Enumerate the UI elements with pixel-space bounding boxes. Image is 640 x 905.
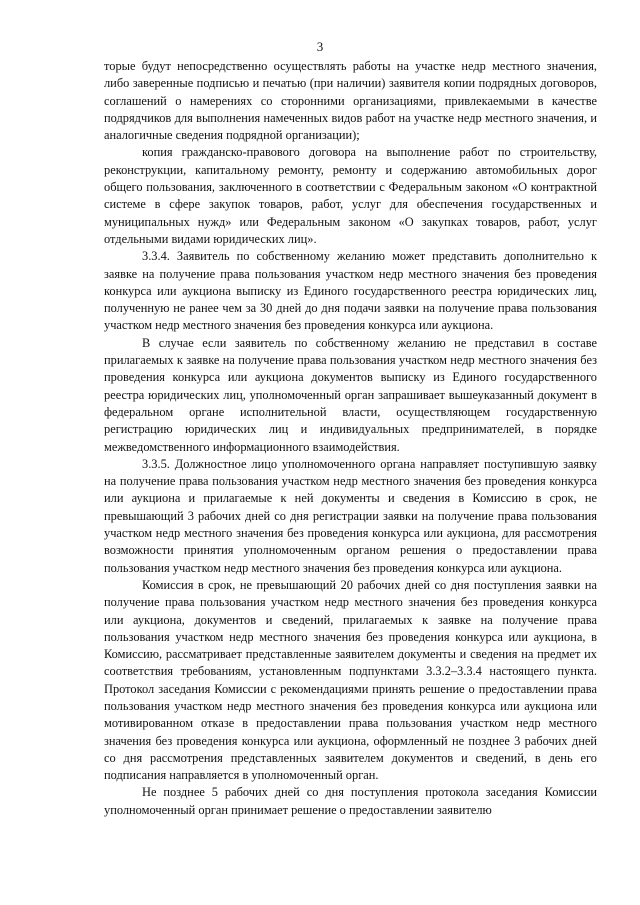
paragraph-5: 3.3.5. Должностное лицо уполномоченного органа направляет поступившую заявку на получение права пользования участком недр местного значения без проведения конкурса или аукциона и прилагаемые к ней документы и сведения в Комиссию в срок, не превышающий 3 рабочих дней со дня регистрации заявки на получение права пользования участком недр местного значения без проведения конкурса или аукциона, для рассмотрения возможности принятия уполномоченным органом решения о предоставлении права пользования участком недр местного значения без проведения конкурса или аукциона. bbox=[104, 456, 597, 575]
paragraph-4: В случае если заявитель по собственному желанию не представил в составе прилагаемых к заявке на получение права пользования участком недр местного значения без проведения конкурса или аукциона документов выписку из Единого государственного реестра юридических лиц, уполномоченный орган запрашивает вышеуказанный документ в федеральном органе исполнительной власти, осуществляющем государственную регистрацию юридических лиц и индивидуальных предпринимателей, в порядке межведомственного информационного взаимодействия. bbox=[104, 335, 597, 454]
page-number: 3 bbox=[316, 39, 324, 54]
paragraph-6: Комиссия в срок, не превышающий 20 рабочих дней со дня поступления заявки на получение права пользования участком недр местного значения без проведения конкурса или аукциона, документов и сведений, прилагаемых к заявке на получение права пользования участком недр местного значения без проведения конкурса или аукциона, в Комиссию, рассматривает представленные заявителем документы и сведения на предмет их соответствия требованиям, установленным подпунктами 3.3.2–3.3.4 настоящего пункта. Протокол заседания Комиссии с рекомендациями принять решение о предоставлении права пользования участком недр местного значения без проведения конкурса или аукциона или мотивированном отказе в предоставлении права пользования участком недр местного значения без проведения конкурса или аукциона, оформленный не позднее 3 рабочих дней со дня рассмотрения представленных заявителем документов и сведений, в день его подписания направляется в уполномоченный орган. bbox=[104, 577, 597, 783]
document-body bbox=[104, 58, 597, 819]
paragraph-2: копия гражданско-правового договора на выполнение работ по строительству, реконструкции, капитальному ремонту, ремонту и содержанию автомобильных дорог общего пользования, заключенного в соответствии с Федеральным законом «О контрактной системе в сфере закупок товаров, работ, услуг для обеспечения государственных и муниципальных нужд» или Федеральным законом «О закупках товаров, работ, услуг отдельными видами юридических лиц». bbox=[104, 145, 597, 246]
paragraph-7: Не позднее 5 рабочих дней со дня поступления протокола заседания Комиссии уполномоченный орган принимает решение о предоставлении заявителю bbox=[104, 785, 597, 817]
paragraph-1: торые будут непосредственно осуществлять работы на участке недр местного значения, либо заверенные подписью и печатью (при наличии) заявителя копии подрядных договоров, соглашений о намерениях со сторонними организациями, привлекаемыми в качестве подрядчиков для выполнения намеченных видов работ на участке недр местного значения, и аналогичные сведения подрядной организации); bbox=[104, 59, 597, 143]
paragraph-3: 3.3.4. Заявитель по собственному желанию может представить дополнительно к заявке на получение права пользования участком недр местного значения без проведения конкурса или аукциона выписку из Единого государственного реестра юридических лиц, полученную не ранее чем за 30 дней до дня подачи заявки на получение права пользования участком недр местного значения без проведения конкурса или аукциона. bbox=[104, 249, 597, 333]
